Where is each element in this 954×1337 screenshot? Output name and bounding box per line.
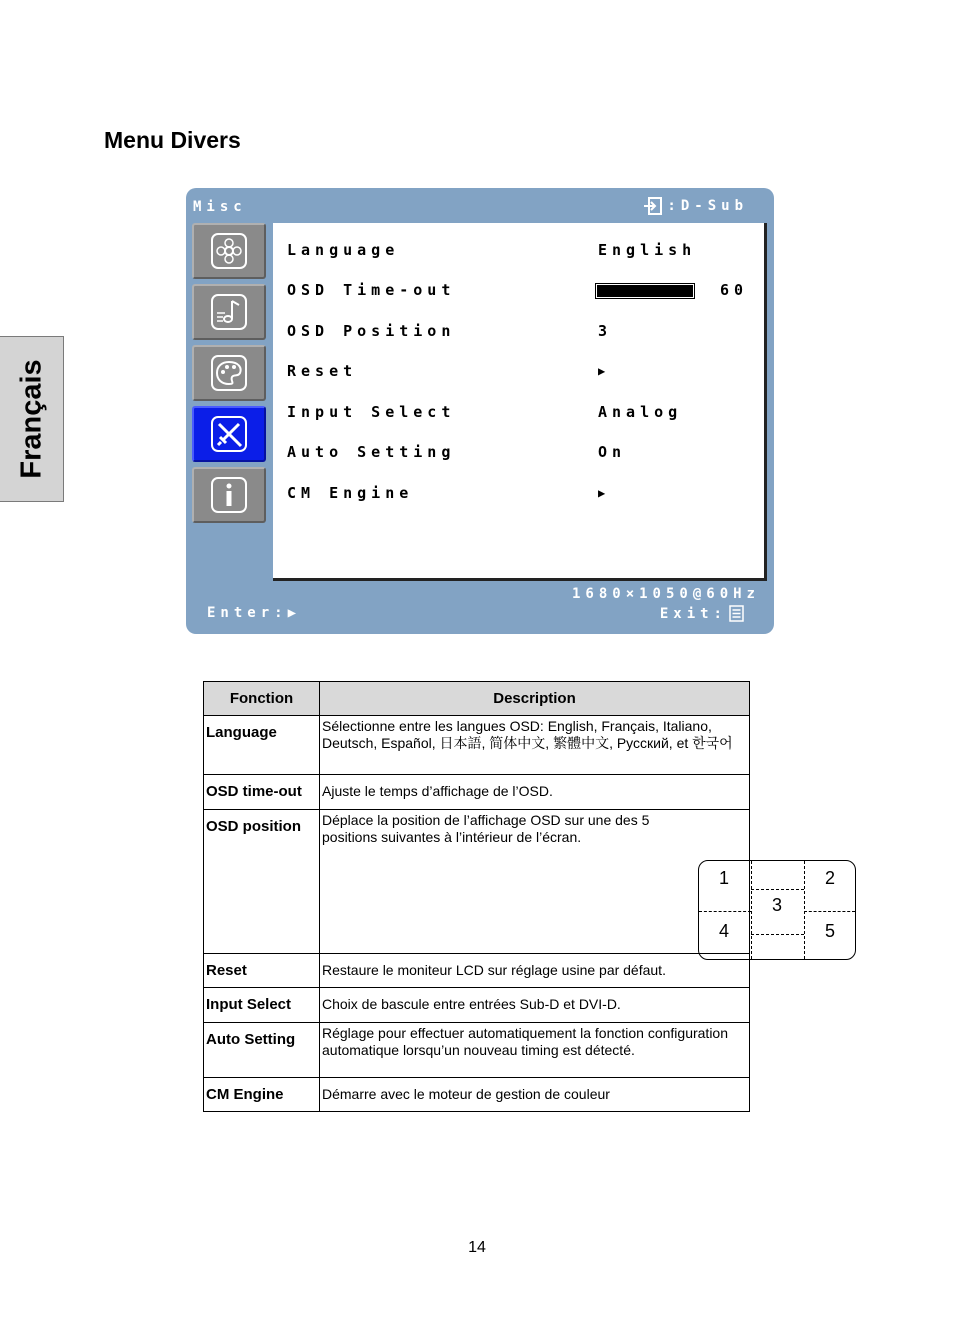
menu-icon (729, 605, 744, 622)
row-position-desc: Déplace la position de l’affichage OSD sur une des 5 positions suivantes à l’intérieur de l’écran. (322, 812, 650, 845)
music-note-icon (210, 293, 248, 331)
position-1: 1 (719, 868, 730, 888)
osd-row-cm-arrow: ▶ (598, 486, 611, 500)
table-header-row (204, 682, 750, 716)
row-language-desc: Sélectionne entre les langues OSD: English, Français, Italiano, Deutsch, Español, 日本語, 简体中文, 繁體中文, Русский, et 한국어 (320, 716, 750, 775)
row-cm-fn: CM Engine (204, 1078, 320, 1112)
osd-exit-hint (660, 605, 744, 622)
osd-row-position-label[interactable]: OSD Position (287, 322, 456, 340)
osd-row-position-value: 3 (598, 322, 613, 340)
side-tab-label: Français (15, 359, 47, 479)
osd-tab-color[interactable] (192, 345, 266, 401)
osd-exit-label: Exit: (659, 605, 727, 622)
row-reset-fn: Reset (204, 954, 320, 988)
osd-resolution: 1680×1050@60Hz (571, 586, 760, 602)
row-cm-desc: Démarre avec le moteur de gestion de couleur (320, 1078, 750, 1112)
row-position-fn: OSD position (204, 810, 320, 954)
osd-tab-audio[interactable] (192, 284, 266, 340)
page-number: 14 (468, 1239, 486, 1256)
function-table (203, 681, 836, 1112)
osd-tab-misc[interactable] (192, 406, 266, 462)
osd-tab-flower[interactable] (192, 223, 266, 279)
osd-screenshot (186, 188, 774, 634)
table-row (204, 1078, 750, 1112)
osd-row-language-value: English (598, 241, 697, 259)
language-side-tab (0, 336, 64, 502)
table-row (204, 988, 750, 1023)
osd-enter-hint: Enter:▶ (207, 605, 302, 621)
position-2: 2 (825, 868, 836, 888)
row-auto-desc: Réglage pour effectuer automatiquement la fonction configuration automatique lorsqu’un nouveau timing est détecté. (320, 1023, 750, 1078)
osd-row-cm-label[interactable]: CM Engine (287, 484, 414, 502)
osd-source-label: :D-Sub (667, 198, 748, 214)
table-row (204, 775, 750, 810)
position-5: 5 (825, 921, 836, 941)
table-row (204, 716, 750, 775)
info-icon (210, 476, 248, 514)
row-language-fn: Language (204, 716, 320, 775)
osd-row-auto-value: On (598, 443, 627, 461)
row-reset-desc: Restaure le moniteur LCD sur réglage usine par défaut. (320, 954, 750, 988)
palette-icon (210, 354, 248, 392)
osd-title: Misc (193, 199, 247, 215)
osd-row-timeout-value: 60 (720, 281, 749, 299)
tools-icon (210, 415, 248, 453)
row-input-desc: Choix de bascule entre entrées Sub-D et DVI-D. (320, 988, 750, 1023)
osd-row-timeout-label[interactable]: OSD Time-out (287, 281, 456, 299)
header-description: Description (320, 682, 750, 716)
osd-row-input-label[interactable]: Input Select (287, 403, 456, 421)
table-row (204, 954, 750, 988)
table-row (204, 810, 750, 954)
position-4: 4 (719, 921, 730, 941)
osd-timeout-slider[interactable] (595, 283, 695, 299)
osd-row-language-label[interactable]: Language (287, 241, 400, 259)
osd-source (643, 197, 748, 215)
table-row (204, 1023, 750, 1078)
osd-row-reset-arrow: ▶ (598, 364, 611, 378)
osd-row-reset-label[interactable]: Reset (287, 362, 358, 380)
osd-icon-column (192, 223, 266, 528)
position-3: 3 (772, 895, 783, 915)
osd-row-input-value: Analog (598, 403, 683, 421)
flower-icon (210, 232, 248, 270)
header-fonction: Fonction (204, 682, 320, 716)
osd-row-auto-label[interactable]: Auto Setting (287, 443, 456, 461)
row-position-cell (320, 810, 836, 954)
input-source-icon (643, 197, 663, 215)
position-diagram (698, 860, 856, 960)
osd-menu-panel (273, 223, 767, 581)
page-heading: Menu Divers (104, 127, 241, 153)
row-input-fn: Input Select (204, 988, 320, 1023)
row-timeout-fn: OSD time-out (204, 775, 320, 810)
row-auto-fn: Auto Setting (204, 1023, 320, 1078)
row-timeout-desc: Ajuste le temps d’affichage de l’OSD. (320, 775, 750, 810)
osd-tab-info[interactable] (192, 467, 266, 523)
